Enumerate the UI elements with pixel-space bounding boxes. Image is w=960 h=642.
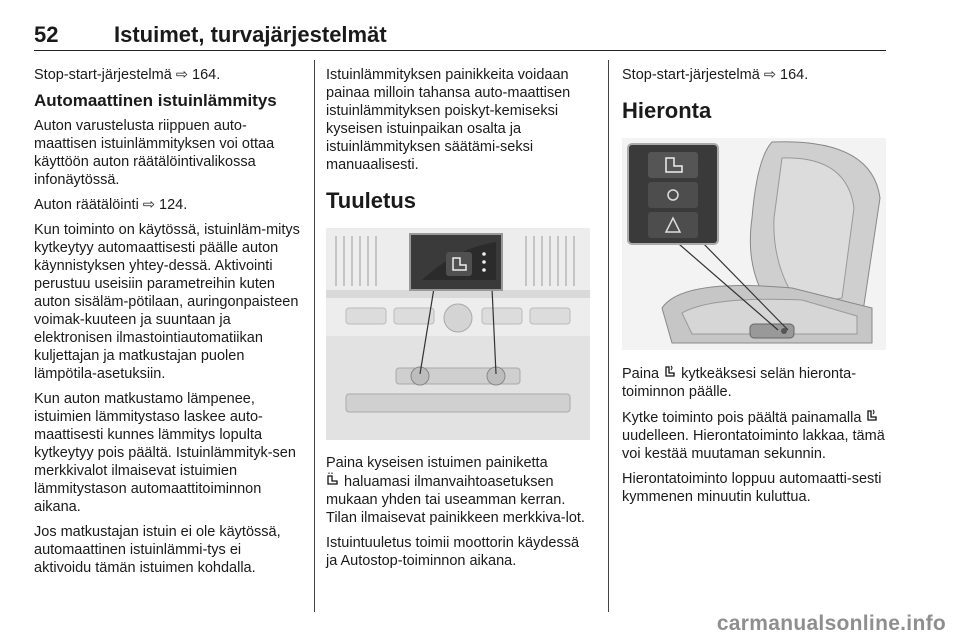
cross-reference: Auton räätälöinti ⇨ 124. bbox=[34, 197, 188, 213]
ventilation-button-illustration bbox=[326, 228, 590, 440]
paragraph: Auton varustelusta riippuen auto-maattisen istuinlämmityksen voi ottaa käyttöön auton räätälöintivalikossa infonäytössä. bbox=[34, 118, 275, 188]
cross-reference: Stop-start-järjestelmä ⇨ 164. bbox=[34, 67, 221, 83]
paragraph: Kun toiminto on käytössä, istuinläm-mitys kytkeytyy automaattisesti päälle auton käynnistyksen yhtey-dessä. Aktivointi perustuu useisiin parametreihin kuten auton sisäläm-pötilaan, auringonpaisteen voimak-kuuteen ja suuntaan ja elektronisen ilmastointiautomatiikan kuljettajan ja matkustajan puolen lämpötila-asetuksiin. bbox=[34, 222, 300, 382]
paragraph: Kun auton matkustamo lämpenee, istuimien lämmitystaso laskee auto-maattisesti kunnes lämmitys lopulta kytkeytyy pois päältä. Istuinlämmityk-sen merkkivalot ilmaisevat istuimien lämmitystason automaattitoiminnon aikana. bbox=[34, 391, 296, 515]
column-middle bbox=[326, 66, 594, 577]
paragraph: Hierontatoiminto loppuu automaatti-sesti kymmenen minuutin kuluttua. bbox=[622, 471, 882, 505]
section-heading: Hieronta bbox=[622, 98, 712, 123]
column-divider bbox=[608, 60, 609, 612]
paragraph: Paina kyseisen istuimen painiketta haluamasi ilmanvaihtoasetuksen mukaan yhden tai useamman kerran. Tilan ilmaisevat painikkeen merkkiva-lot. bbox=[326, 455, 585, 526]
page-title: Istuimet, turvajärjestelmät bbox=[114, 22, 387, 47]
paragraph: Paina kytkeäksesi selän hieronta-toiminnon päälle. bbox=[622, 366, 857, 400]
page-header bbox=[34, 22, 886, 51]
cross-reference: Stop-start-järjestelmä ⇨ 164. bbox=[622, 67, 809, 83]
column-right bbox=[622, 66, 890, 513]
paragraph: Istuintuuletus toimii moottorin käydessä ja Autostop-toiminnon aikana. bbox=[326, 535, 580, 569]
column-divider bbox=[314, 60, 315, 612]
watermark: carmanualsonline.info bbox=[716, 612, 946, 635]
massage-seat-illustration bbox=[622, 138, 886, 350]
section-heading: Tuuletus bbox=[326, 188, 417, 213]
section-heading: Automaattinen istuinlämmitys bbox=[34, 91, 277, 110]
massage-icon bbox=[663, 364, 677, 383]
paragraph: Jos matkustajan istuin ei ole käytössä, automaattinen istuinlämmi-tys ei aktivoidu tämän istuimen kohdalla. bbox=[34, 524, 281, 576]
massage-icon bbox=[865, 408, 879, 427]
ventilation-seat-icon bbox=[326, 472, 340, 491]
page-number: 52 bbox=[34, 22, 59, 47]
column-left bbox=[34, 66, 302, 584]
paragraph: Istuinlämmityksen painikkeita voidaan painaa milloin tahansa auto-maattisen istuinlämmityksen poiskyt-kemiseksi kyseisen istuinpaikan osalta ja istuinlämmityksen säätämi-seksi manuaalisesti. bbox=[326, 67, 571, 173]
paragraph: Kytke toiminto pois päältä painamalla uudelleen. Hierontatoiminto lakkaa, tämä voi kestää muutaman sekunnin. bbox=[622, 410, 885, 462]
